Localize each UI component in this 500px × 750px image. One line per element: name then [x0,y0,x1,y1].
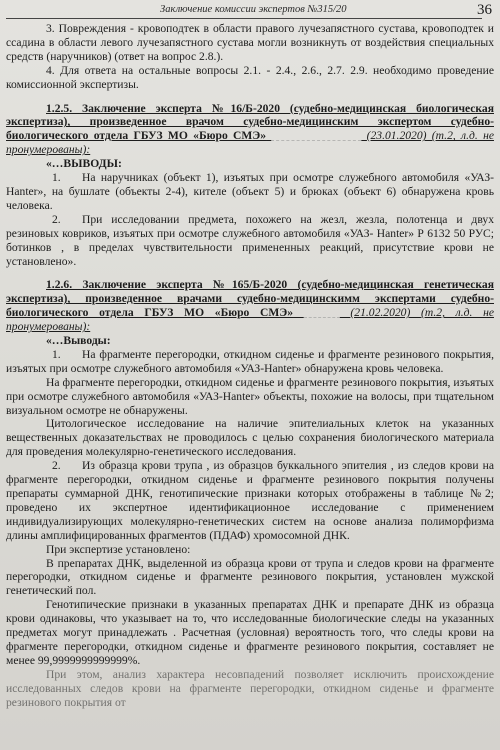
item-text: При исследовании предмета, похожего на жезл, жезла, полотенца и двух резиновых ковриков, изъятых при осмотре служебного автомобиля «УАЗ- Hanter» Р 6132 50 РУС; ботинков , в пределах чувствительности примененных реакций, присутствие крови не установлено». [6,212,494,268]
item-number: 2. [52,459,61,473]
item-text: На наручниках (объект 1), изъятых при осмотре служебного автомобиля «УАЗ-Hanter», на бушлате (объекты 2-4), кителе (объект 5) и брюках (объект 6) обнаружена кровь человека. [6,171,494,212]
item-number: 1. [52,347,61,361]
item-text: Из образца крови трупа , из образцов буккального эпителия , из следов крови на фрагменте перегородки, откидном сиденье и фрагменте резинового покрытия получены препараты суммарной ДНК, генотипические признаки которых отображены в таблице №2; проведено их экспертное идентификационное исследование с применением индивидуализирующих молекулярно-генетических систем на основе анализа полиморфизма длины амплифицированных фрагментов (ПДАФ) хромосомной ДНК. [6,459,494,542]
conclusion-item-2 [6,213,494,269]
conclusions-label: «…ВЫВОДЫ: [46,157,122,171]
document-body [6,22,494,710]
redacted-name [271,132,361,141]
section-1-2-6-heading [6,278,494,334]
conclusion-item-1 [6,348,494,376]
redacted-name [304,309,340,318]
paragraph-established: При экспертизе установлено: [46,542,191,556]
conclusion-item-2 [6,459,494,542]
section-heading-text: 1.2.6. Заключение эксперта №165/Б-2020 (судебно-медицинская генетическая экспертиза), произведенное врачами судебно-медицинскимм экспертами судебно-биологического отдела ГБУЗ МО «Бюро СМЭ» [6,278,494,320]
item-number: 1. [52,171,61,185]
paragraph-mismatch: При этом, анализ характера несовпадений позволяет исключить происхождение исследованных следов крови на фрагменте перегородки, откидном сиденье и фрагменте резинового покрытия от [6,667,494,709]
section-meta: (21.02.2020) (т.2, л.д. не пронумерованы): [6,306,494,334]
header-rule [6,18,482,19]
paragraph-answer-3: 3. Повреждения - кровоподтек в области правого лучезапястного сустава, кровоподтек и ссадина в области левого лучезапястного сустава могли возникнуть от воздействия специальных средств (наручников) (ответ на вопрос 2.8.). [6,22,494,63]
conclusions-label: «…Выводы: [46,334,111,348]
paragraph-answer-4: 4. Для ответа на остальные вопросы 2.1. - 2.4., 2.6., 2.7. 2.9. необходимо проведение комиссионной экспертизы. [6,63,494,91]
section-heading-text: 1.2.5. Заключение эксперта №16/Б-2020 (судебно-медицинская биологическая экспертиза), произведенное врачом судебно-медицинским экспертом судебно-биологического отдела ГБУЗ МО «Бюро СМЭ» [6,101,494,143]
paragraph-cytology: Цитологическое исследование на наличие эпителиальных клеток на указанных вещественных доказательствах не проводилось с целью сохранения биологического материала для проведения молекулярно-генетического исследования. [6,417,494,459]
paragraph-genotype: Генотипические признаки в указанных препаратах ДНК и препарате ДНК из образца крови одинаковы, что указывает на то, что исследованные биологические следы на указанных предметах могут принадлежать . Расчетная (условная) вероятность того, что следы крови на фрагменте перегородки, откидном сиденье и фрагменте резинового покрытия, составляет не менее 99,9999999999999%. [6,598,494,667]
item-number: 2. [52,212,61,226]
header-title: Заключение комиссии экспертов №315/20 [160,4,347,15]
page-header [0,2,500,18]
section-meta: (23.01.2020) (т.2, л.д. не пронумерованы): [6,129,494,157]
page-number: 36 [477,2,492,18]
conclusion-item-1 [6,171,494,213]
paragraph-dna-sex: В препаратах ДНК, выделенной из образца крови от трупа и следов крови на фрагменте перегородки, откидном сиденье и фрагменте резинового покрытия, установлен мужской генетический пол. [6,556,494,598]
section-1-2-5-heading [6,102,494,158]
paragraph-hair: На фрагменте перегородки, откидном сиденье и фрагменте резинового покрытия, изъятых при осмотре служебного автомобиля «УАЗ-Hanter» объекты, похожие на волосы, при тщательном визуальном осмотре не обнаружены. [6,375,494,417]
item-text: На фрагменте перегородки, откидном сиденье и фрагменте резинового покрытия, изъятых при осмотре служебного автомобиля «УАЗ-Hanter» обнаружена кровь человека. [6,347,494,375]
